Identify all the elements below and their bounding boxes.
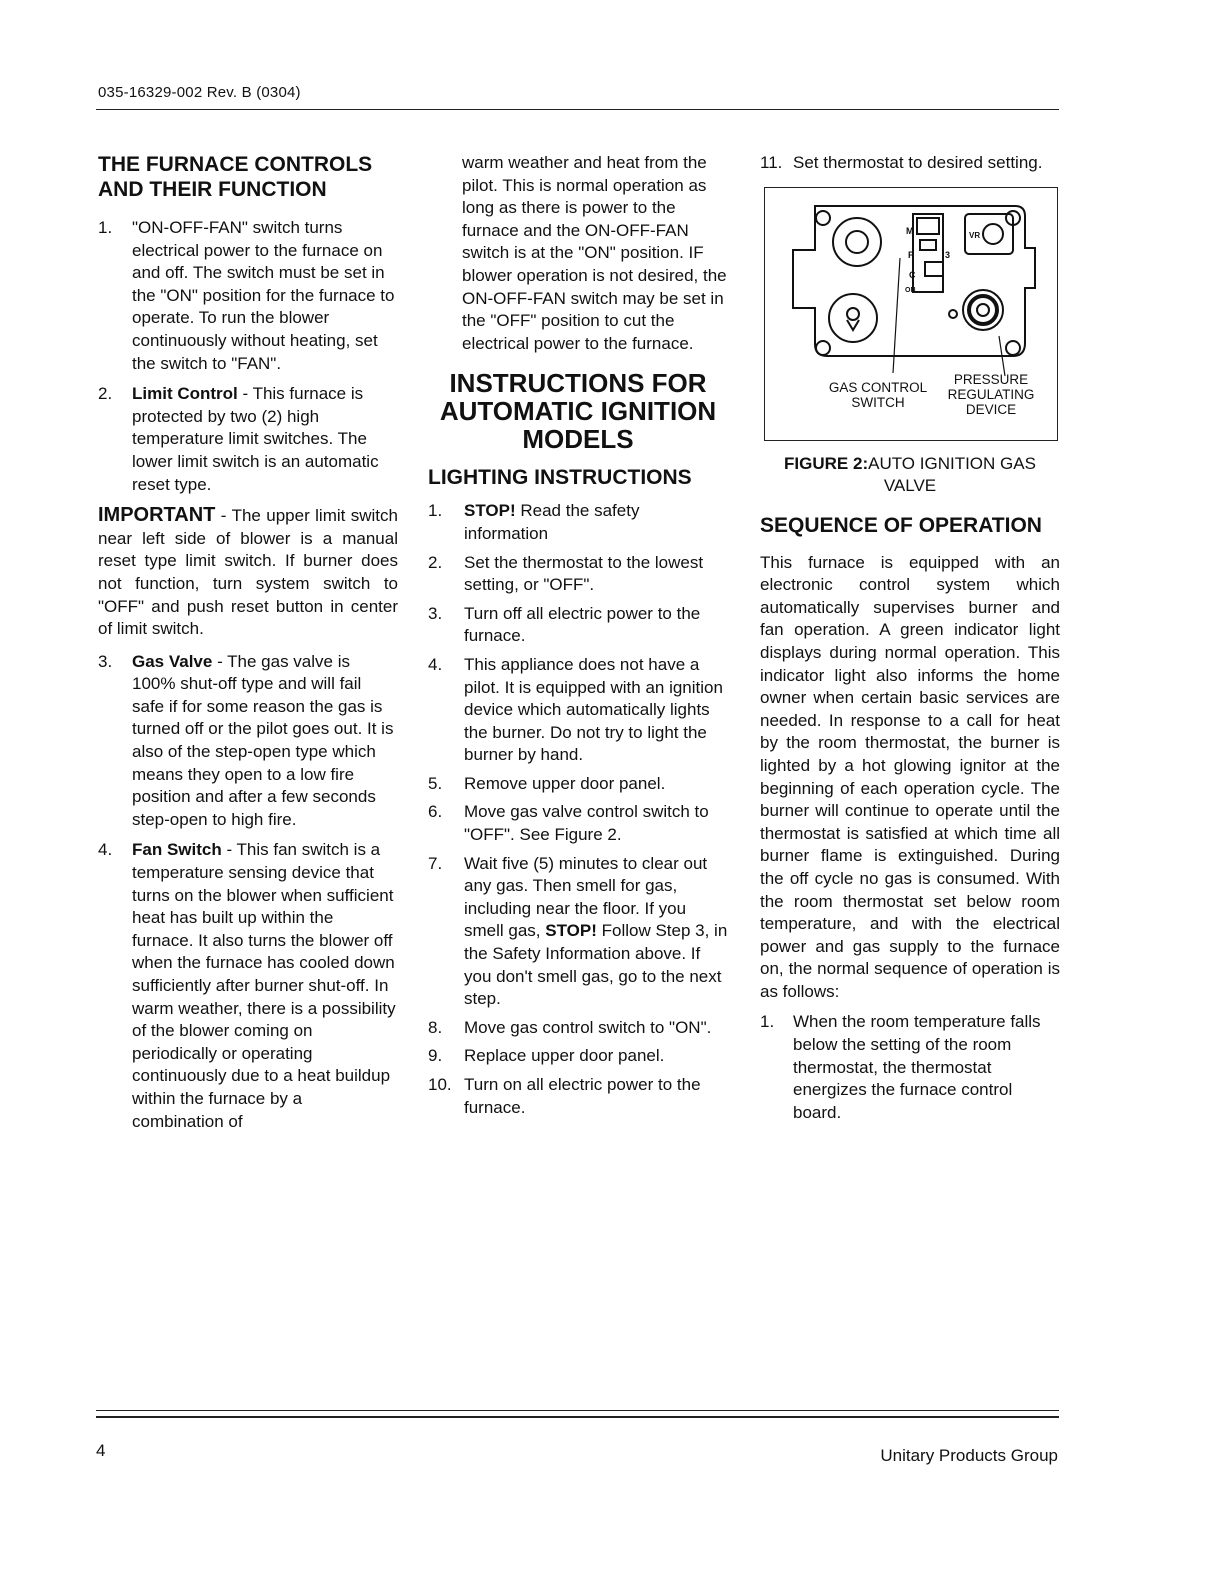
- list-item: [98, 651, 398, 832]
- column-1: [98, 152, 398, 1141]
- list-item: [760, 1011, 1060, 1124]
- page-number: 4: [96, 1441, 106, 1460]
- step-number: 1.: [428, 501, 443, 521]
- step-text: Turn off all electric power to the furnace.: [464, 603, 701, 646]
- step-text: Follow Step 3, in the Safety Information above. If you don't smell gas, go to the next step.: [464, 921, 728, 1009]
- column-3: [760, 152, 1060, 1132]
- item-text: - The gas valve is 100% shut-off type and will fail safe if for some reason the gas is turned off or the pilot goes out. It is also of the step-open type which means they open to a low fire position and after a few seconds step-open to high fire.: [132, 651, 394, 829]
- mounting-hole: [816, 211, 830, 225]
- list-item: [428, 603, 728, 648]
- step-text: Read the safety information: [464, 501, 640, 543]
- header-rule: [96, 109, 1059, 110]
- list-item: [760, 152, 1060, 175]
- valve-letter: 3: [945, 249, 951, 260]
- document-id: 035-16329-002 Rev. B (0304): [98, 84, 301, 101]
- list-item: [428, 1074, 728, 1119]
- step-number: 9.: [428, 1046, 443, 1066]
- item-number: 2.: [98, 384, 113, 404]
- valve-letter: ON: [905, 286, 916, 294]
- item-number: 4.: [98, 840, 113, 860]
- step-text: This appliance does not have a pilot. It is equipped with an ignition device which automatically lights the burner. Do not try to light the burner by hand.: [464, 654, 723, 765]
- list-item: [428, 552, 728, 597]
- step-number: 2.: [428, 552, 443, 572]
- step-text: Replace upper door panel.: [464, 1046, 665, 1066]
- step-number: 5.: [428, 773, 443, 793]
- step-number: 11.: [760, 153, 783, 172]
- valve-letter: VR: [969, 230, 981, 240]
- step-text: Set thermostat to desired setting.: [793, 153, 1043, 172]
- gas-valve-figure: [764, 187, 1058, 441]
- fan-switch-continuation: warm weather and heat from the pilot. This is normal operation as long as there is power to the furnace and the ON-OFF-FAN switch is at the "ON" position. IF blower operation is not desired, the ON-OFF-FAN switch may be set in the "OFF" position to cut the electrical power to the furnace.: [462, 153, 727, 353]
- furnace-controls-heading: THE FURNACE CONTROLS AND THEIR FUNCTION: [98, 153, 373, 201]
- step-bold: STOP!: [464, 501, 516, 521]
- step-text: Move gas valve control switch to "OFF". See Figure 2.: [464, 802, 709, 845]
- item-number: 1.: [98, 218, 113, 237]
- controls-list-continued: [98, 651, 398, 1133]
- column-2: [428, 152, 728, 1125]
- caption-label: FIGURE 2:: [784, 453, 869, 473]
- item-text: "ON-OFF-FAN" switch turns electrical power to the furnace on and off. The switch must be set in the "ON" position for the furnace to operate. To run the blower continuously without heating, set the switch to "FAN".: [132, 218, 395, 373]
- important-note: [98, 504, 398, 641]
- company-name: Unitary Products Group: [880, 1446, 1058, 1465]
- item-text: - This fan switch is a temperature sensing device that turns on the blower when sufficient heat has built up within the furnace. It also turns the blower off when the furnace has cooled down sufficiently after burner shut-off. In warm weather, there is a possibility of the blower coming on periodically or operating continuously due to a heat buildup within the furnace by a combination of: [132, 840, 396, 1131]
- step-text: Turn on all electric power to the furnace.: [464, 1075, 701, 1117]
- list-item: [428, 1017, 728, 1040]
- item-title: Limit Control: [132, 384, 238, 404]
- instructions-heading: INSTRUCTIONS FOR AUTOMATIC IGNITION MODELS: [439, 368, 717, 455]
- footer-rule: [96, 1410, 1059, 1411]
- list-item: [428, 773, 728, 796]
- pressure-regulating-label: PRESSURE REGULATING DEVICE: [947, 371, 1035, 417]
- valve-letter: C: [909, 269, 916, 280]
- list-item: [98, 839, 398, 1133]
- lighting-steps-continued: [760, 152, 1060, 175]
- sequence-heading: SEQUENCE OF OPERATION: [760, 513, 1042, 537]
- valve-letter: M: [906, 225, 914, 236]
- step-number: 7.: [428, 853, 443, 873]
- step-number: 8.: [428, 1017, 443, 1037]
- step-number: 1.: [760, 1012, 775, 1032]
- lighting-steps: [428, 500, 728, 1119]
- sequence-body: This furnace is equipped with an electronic control system which automatically supervises burner and fan operation. A green indicator light displays during normal operation. This indicator light also informs the home owner when certain basic services are needed. In response to a call for heat by the room thermostat, the burner is lighted by a hot glowing ignitor at the beginning of each operation cycle. The burner will continue to operate until the thermostat is satisfied at which time all burner flame is extinguished. During the off cycle no gas is consumed. With the room thermostat set below room temperature, and with the electrical power and gas supply to the furnace on, the normal sequence of operation is as follows:: [760, 552, 1060, 1001]
- item-text: - This furnace is protected by two (2) high temperature limit switches. The lower limit switch is an automatic reset type.: [132, 384, 379, 494]
- step-text: Wait five (5) minutes to clear out any gas. Then smell for gas, including near the floor. If you smell gas,: [464, 853, 708, 941]
- list-item: [428, 853, 728, 1011]
- sequence-list: [760, 1011, 1060, 1124]
- step-number: 6.: [428, 802, 443, 822]
- figure-caption: [760, 453, 1060, 497]
- mounting-hole: [816, 341, 830, 355]
- step-text: When the room temperature falls below the setting of the room thermostat, the thermostat energizes the furnace control board.: [793, 1012, 1041, 1122]
- valve-letter: P: [908, 249, 915, 260]
- step-number: 10.: [428, 1075, 452, 1094]
- list-item: [428, 500, 728, 545]
- item-title: Fan Switch: [132, 840, 222, 860]
- mounting-hole: [1006, 341, 1020, 355]
- controls-list: [98, 217, 398, 496]
- step-number: 3.: [428, 603, 443, 623]
- step-text: Set the thermostat to the lowest setting, or "OFF".: [464, 552, 704, 595]
- item-number: 3.: [98, 651, 113, 671]
- list-item: [428, 1045, 728, 1068]
- footer-rule: [96, 1416, 1059, 1418]
- step-number: 4.: [428, 654, 443, 674]
- list-item: [428, 801, 728, 846]
- gas-control-switch-label: GAS CONTROL SWITCH: [828, 379, 928, 410]
- step-bold: STOP!: [545, 921, 597, 941]
- list-item: [428, 654, 728, 767]
- step-text: Move gas control switch to "ON".: [464, 1017, 712, 1037]
- list-item: [98, 383, 398, 496]
- step-text: Remove upper door panel.: [464, 773, 666, 793]
- item-title: Gas Valve: [132, 651, 213, 671]
- list-item: [98, 217, 398, 375]
- important-text: - The upper limit switch near left side of blower is a manual reset type limit switch. If burner does not function, turn system switch to "OFF" and push reset button in center of limit switch.: [98, 506, 398, 639]
- important-label: IMPORTANT: [98, 504, 216, 527]
- lighting-instructions-heading: LIGHTING INSTRUCTIONS: [428, 466, 692, 490]
- caption-text: AUTO IGNITION GAS VALVE: [868, 453, 1036, 495]
